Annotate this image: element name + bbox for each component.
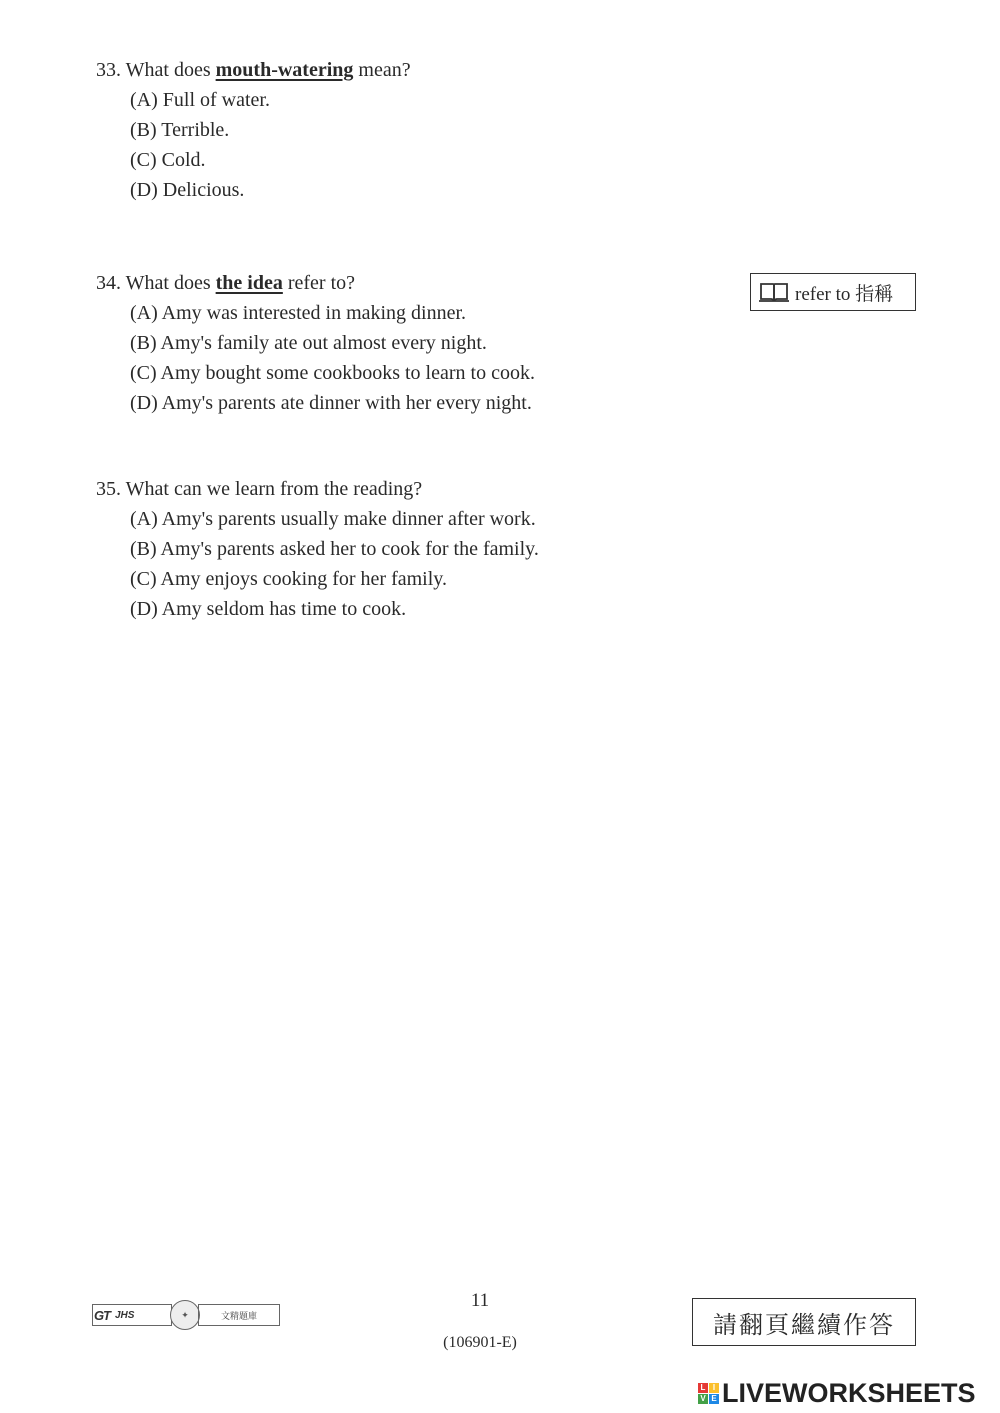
vocab-note <box>750 273 916 311</box>
keyword: mouth-watering <box>215 59 354 81</box>
cap-logo: G T JHS <box>92 1304 172 1326</box>
turn-page-notice: 請翻頁繼續作答 <box>692 1298 916 1346</box>
options-list <box>130 298 535 418</box>
vocab-text: refer to 指稱 <box>795 283 894 305</box>
svg-text:G: G <box>94 1308 105 1323</box>
question-stem: 34. What does the idea refer to? <box>96 272 356 294</box>
question-stem: 33. What does mouth-watering mean? <box>96 59 411 81</box>
handshake-icon: ✦ <box>170 1300 200 1330</box>
options-list <box>130 504 539 624</box>
liveworksheets-logo-icon: L I V E <box>698 1383 719 1404</box>
option-d: (D) Delicious. <box>130 179 245 201</box>
option-d: (D) Amy's parents ate dinner with her every night. <box>130 392 532 414</box>
option-c: (C) Cold. <box>130 149 206 171</box>
cap-icon <box>93 1307 115 1323</box>
option-a: (A) Amy was interested in making dinner. <box>130 302 467 324</box>
logo-right: 文精題庫 <box>198 1304 280 1326</box>
brand-text: LIVEWORKSHEETS <box>722 1377 976 1408</box>
keyword: the idea <box>215 272 283 294</box>
option-a: (A) Amy's parents usually make dinner after work. <box>130 508 536 530</box>
option-c: (C) Amy enjoys cooking for her family. <box>130 568 447 590</box>
svg-text:T: T <box>103 1308 111 1323</box>
question-35 <box>96 474 539 624</box>
question-stem: 35. What can we learn from the reading? <box>96 478 423 500</box>
option-c: (C) Amy bought some cookbooks to learn to cook. <box>130 362 535 384</box>
page-number: 11 <box>470 1290 490 1311</box>
question-33 <box>96 55 411 205</box>
options-list <box>130 85 411 205</box>
option-b: (B) Amy's family ate out almost every night. <box>130 332 487 354</box>
liveworksheets-watermark <box>698 1378 976 1408</box>
option-d: (D) Amy seldom has time to cook. <box>130 598 407 620</box>
book-icon <box>759 281 789 303</box>
exam-code: (106901-E) <box>443 1334 517 1351</box>
publisher-logo <box>92 1302 282 1328</box>
option-b: (B) Amy's parents asked her to cook for the family. <box>130 538 539 560</box>
option-a: (A) Full of water. <box>130 89 270 111</box>
option-b: (B) Terrible. <box>130 119 230 141</box>
question-34 <box>96 268 535 418</box>
